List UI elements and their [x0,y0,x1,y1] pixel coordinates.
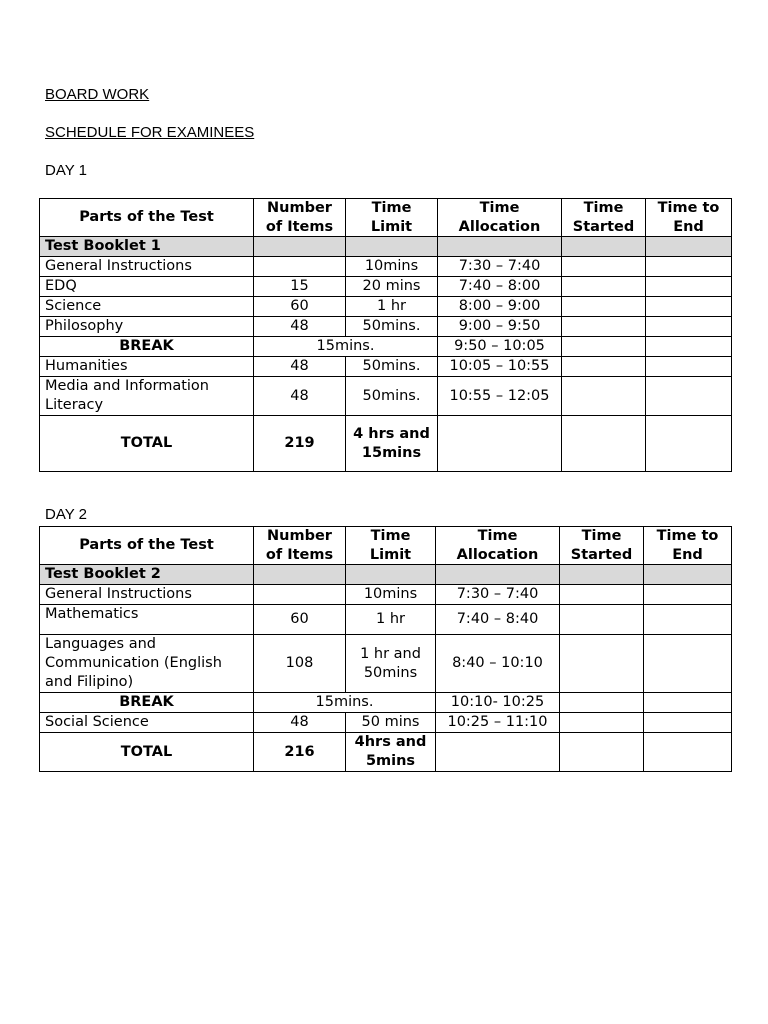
alloc-cell: 7:40 – 8:00 [438,277,562,297]
started-cell[interactable] [560,635,644,693]
end-cell[interactable] [646,416,732,472]
table-row [40,635,732,693]
column-header: Time Started [560,527,644,565]
part-cell: Science [40,297,254,317]
items-cell: 48 [254,713,346,733]
started-cell[interactable] [560,693,644,713]
column-header: Time Limit [346,199,438,237]
items-cell: 48 [254,357,346,377]
break-row [40,693,732,713]
end-cell[interactable] [646,377,732,416]
part-cell: General Instructions [40,585,254,605]
started-cell[interactable] [560,605,644,635]
part-cell: Philosophy [40,317,254,337]
items-cell: 48 [254,377,346,416]
items-cell: 60 [254,605,346,635]
table-row [40,317,732,337]
part-cell: Mathematics [40,605,254,635]
limit-cell: 50mins. [346,317,438,337]
limit-cell: 50mins. [346,377,438,416]
limit-cell: 10mins [346,257,438,277]
items-cell: 15 [254,277,346,297]
booklet-label: Test Booklet 2 [40,565,254,585]
part-cell: General Instructions [40,257,254,277]
table-row [40,297,732,317]
column-header: Time to End [646,199,732,237]
column-header: Time Allocation [436,527,560,565]
day2-label: DAY 2 [45,506,87,523]
started-cell[interactable] [560,733,644,772]
items-cell: 48 [254,317,346,337]
end-cell[interactable] [646,277,732,297]
alloc-cell: 8:40 – 10:10 [436,635,560,693]
limit-cell: 20 mins [346,277,438,297]
limit-cell: 10mins [346,585,436,605]
break-label: BREAK [40,337,254,357]
end-cell[interactable] [644,585,732,605]
part-cell: EDQ [40,277,254,297]
total-row [40,416,732,472]
alloc-cell: 7:30 – 7:40 [438,257,562,277]
limit-cell: 1 hr [346,297,438,317]
schedule-title: SCHEDULE FOR EXAMINEES [45,124,255,141]
end-cell[interactable] [644,733,732,772]
end-cell[interactable] [646,317,732,337]
items-cell [254,257,346,277]
started-cell[interactable] [562,377,646,416]
end-cell[interactable] [644,693,732,713]
started-cell[interactable] [562,317,646,337]
column-header: Parts of the Test [40,199,254,237]
started-cell[interactable] [562,257,646,277]
break-row [40,337,732,357]
column-header: Time Started [562,199,646,237]
table-header-row [40,199,732,237]
table-row [40,277,732,297]
end-cell[interactable] [644,635,732,693]
column-header: Parts of the Test [40,527,254,565]
started-cell[interactable] [560,713,644,733]
started-cell[interactable] [562,277,646,297]
column-header: Time Allocation [438,199,562,237]
total-items: 216 [254,733,346,772]
table-row [40,605,732,635]
end-cell[interactable] [644,713,732,733]
started-cell[interactable] [562,297,646,317]
column-header: Number of Items [254,199,346,237]
started-cell[interactable] [562,416,646,472]
day1-schedule-table [39,198,732,472]
day2-schedule-table [39,526,732,772]
booklet-label: Test Booklet 1 [40,237,254,257]
table-row [40,377,732,416]
table-row [40,585,732,605]
booklet-row [40,565,732,585]
end-cell[interactable] [646,357,732,377]
total-items: 219 [254,416,346,472]
alloc-cell: 8:00 – 9:00 [438,297,562,317]
total-limit: 4 hrs and 15mins [346,416,438,472]
column-header: Number of Items [254,527,346,565]
limit-cell: 50mins. [346,357,438,377]
table-row [40,357,732,377]
alloc-cell: 9:00 – 9:50 [438,317,562,337]
alloc-cell: 10:05 – 10:55 [438,357,562,377]
started-cell[interactable] [562,337,646,357]
column-header: Time to End [644,527,732,565]
limit-cell: 50 mins [346,713,436,733]
alloc-cell: 10:10- 10:25 [436,693,560,713]
limit-cell: 1 hr [346,605,436,635]
end-cell[interactable] [646,257,732,277]
started-cell[interactable] [560,585,644,605]
items-cell [254,585,346,605]
total-label: TOTAL [40,733,254,772]
part-cell: Social Science [40,713,254,733]
started-cell[interactable] [562,357,646,377]
break-label: BREAK [40,693,254,713]
end-cell[interactable] [646,337,732,357]
table-row [40,257,732,277]
alloc-cell: 7:40 – 8:40 [436,605,560,635]
alloc-cell: 10:25 – 11:10 [436,713,560,733]
total-row [40,733,732,772]
table-row [40,713,732,733]
total-limit: 4hrs and 5mins [346,733,436,772]
part-cell: Humanities [40,357,254,377]
part-cell: Media and Information Literacy [40,377,254,416]
items-cell: 108 [254,635,346,693]
alloc-cell: 10:55 – 12:05 [438,377,562,416]
alloc-cell: 9:50 – 10:05 [438,337,562,357]
document-title: BOARD WORK [45,86,150,103]
total-label: TOTAL [40,416,254,472]
break-duration: 15mins. [254,337,438,357]
part-cell: Languages and Communication (English and Filipino) [40,635,254,693]
day1-label: DAY 1 [45,162,87,179]
table-header-row [40,527,732,565]
booklet-row [40,237,732,257]
column-header: Time Limit [346,527,436,565]
alloc-cell: 7:30 – 7:40 [436,585,560,605]
end-cell[interactable] [646,297,732,317]
break-duration: 15mins. [254,693,436,713]
limit-cell: 1 hr and 50mins [346,635,436,693]
items-cell: 60 [254,297,346,317]
end-cell[interactable] [644,605,732,635]
